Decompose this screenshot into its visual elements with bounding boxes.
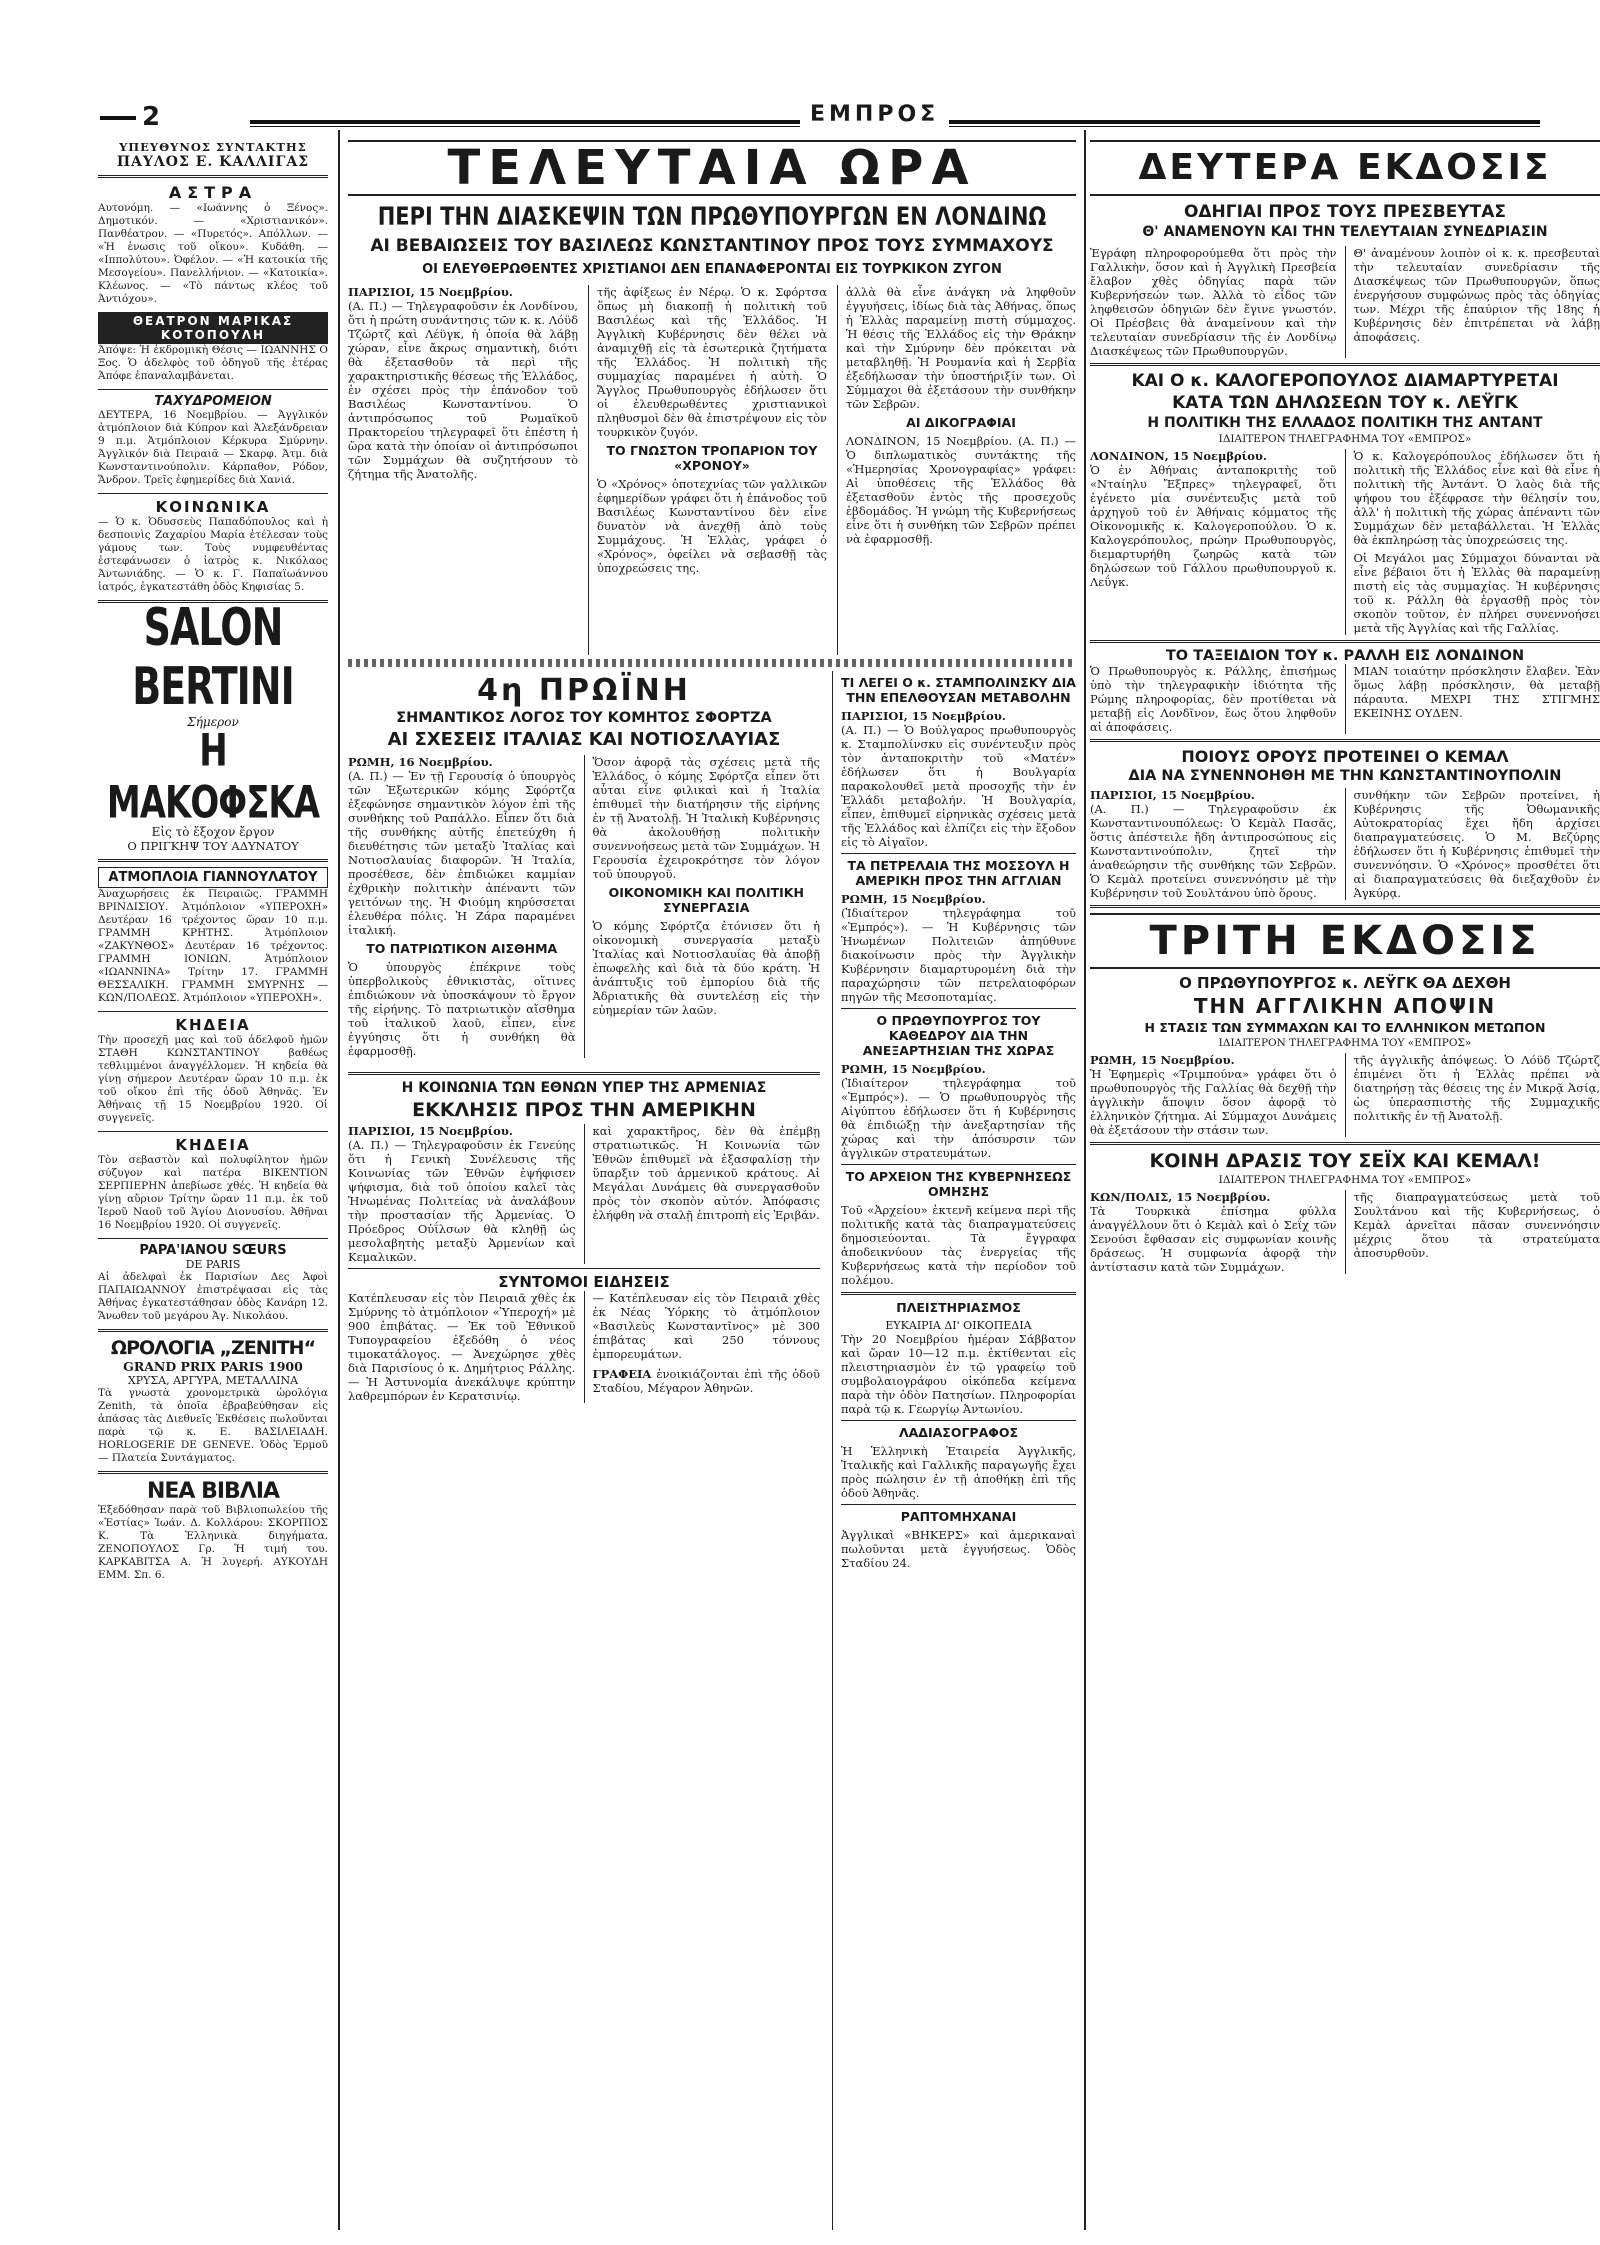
section-heading: PAPA'IANOU SŒURS bbox=[139, 1243, 287, 1258]
dateline: ΠΑΡΙΣΙΟΙ, 15 Νοεμβρίου. bbox=[348, 1124, 513, 1138]
section-text: Αἱ ἀδελφαὶ ἐκ Παρισίων Δες Ἀφοὶ ΠΑΠΑΙΩΑΝΝΟΥ ἐπιστρέψασαι εἰς τὰς Ἀθήνας ἐγκατεστάθησαν ὁδὸς Κανάρη 12. Ἄνωθεν τοῦ μεγάρου Ἀγ. Νικολάου. bbox=[98, 1271, 328, 1322]
masthead bbox=[100, 100, 1600, 136]
story-text: (Α. Π.) — Τηλεγραφοῦσιν ἐκ Γενεύης ὅτι ἡ Γενικὴ Συνέλευσις τῆς Κοινωνίας τῶν Ἐθνῶν ἐψήφισεν ψήφισμα, διὰ τοῦ ὁποίου καλεῖ τὰς Ἡνωμένας Πολιτείας νὰ ἀναλάβουν τὴν προστασίαν τῆς Ἀρμενίας. Ὁ Πρόεδρος Οὐΐλσων θὰ κληθῇ ὡς μεσολαβητὴς μεταξὺ Ἀρμενίων καὶ Κεμαλικῶν. bbox=[348, 1138, 576, 1264]
headline: ΟΙ ΕΛΕΥΘΕΡΩΘΕΝΤΕΣ ΧΡΙΣΤΙΑΝΟΙ ΔΕΝ ΕΠΑΝΑΦΕΡΟΝΤΑΙ ΕΙΣ ΤΟΥΡΚΙΚΟΝ ΖΥΓΟΝ bbox=[422, 262, 1002, 277]
story-text: (Α. Π.) — Ἐν τῇ Γερουσίᾳ ὁ ὑπουργὸς τῶν Ἐξωτερικῶν κόμης Σφόρτζα ἐξεφώνησε σημαντικὸν λόγον ἐπὶ τῆς συνθήκης τοῦ Ραπάλλο. Εἶπεν ὅτι διὰ τῆς συνθήκης αὐτῆς ἐπετεύχθη ἡ διευθέτησις τῶν μεταξὺ Ἰταλίας καὶ Νοτιοσλαυίας διαφορῶν. Ἡ Ἰταλία, προσέθεσε, δὲν ἐπιδιώκει καμμίαν ἐχθρικὴν πολιτικὴν ἀπέναντι τῶν γειτόνων της. Ἡ Φιούμη κηρύσσεται ἐλευθέρα πόλις. Ἡ Ζάρα παραμένει ἰταλική. bbox=[348, 769, 576, 937]
story-text: καὶ χαρακτῆρος, δὲν θὰ ἐπέμβῃ στρατιωτικῶς. Ἡ Κοινωνία τῶν Ἐθνῶν ἐπιθυμεῖ νὰ ἐξασφαλίσῃ τὴν ὕπαρξιν τοῦ ἀρμενικοῦ κράτους. Αἱ Μεγάλαι Δυνάμεις θὰ συνεργασθοῦν πρὸς τὸν σκοπὸν αὐτόν. Ἀπόφασις ἐλήφθη νὰ σταλῇ ἐπιτροπὴ εἰς Ἐριβάν. bbox=[592, 1124, 820, 1222]
story-text: Οἱ Μεγάλοι μας Σύμμαχοι δύνανται νὰ εἶνε βέβαιοι ὅτι ἡ Ἑλλὰς θὰ παραμείνῃ πιστὴ εἰς τὰς συμμαχίας. Ἡ κυβέρνησις τοῦ κ. Ράλλη θὰ ἐργασθῇ πρὸς τὸν σκοπὸν τοῦτον, ἐν πλήρει συνεννοήσει μετὰ τῆς Ἀγγλίας καὶ τῆς Γαλλίας. bbox=[1353, 551, 1600, 635]
main-column bbox=[348, 140, 1076, 2230]
wire-credit: ΙΔΙΑΙΤΕΡΟΝ ΤΗΛΕΓΡΑΦΗΜΑ ΤΟΥ «ΕΜΠΡΟΣ» bbox=[1218, 1174, 1472, 1186]
section-text: Τὴν προσεχῆ μας καὶ τοῦ ἀδελφοῦ ἡμῶν ΣΤΑΘΗ ΚΩΝΣΤΑΝΤΙΝΟΥ βαθέως τεθλιμμένοι ἀναγγέλλομεν. Ἡ κηδεία θὰ γίνῃ σήμερον Δευτέραν ὥραν 10 π.μ. ἐκ τοῦ οἴκου ἐπὶ τῆς ὁδοῦ Ἀθηνᾶς. Ἐν Ἀθήναις τῇ 15 Νοεμβρίου 1920. Οἱ συγγενεῖς. bbox=[98, 1034, 328, 1124]
subheading: ΤΟ ΠΑΤΡΙΩΤΙΚΟΝ ΑΙΣΘΗΜΑ bbox=[366, 941, 558, 956]
section-text: — Ὁ κ. Ὀδυσσεὺς Παπαδόπουλος καὶ ἡ δεσποινὶς Ζαχαρίου Μαρία ἐτέλεσαν τοὺς γάμους των. Τοὺς νυμφευθέντας ἐστεφάνωσεν ὁ ἰατρὸς κ. Νικόλαος Ἀντωνιάδης. — Ὁ κ. Γ. Παπαϊωάννου ἰατρός, ἐγκατεστάθη ὁδὸς Κηφισίας 5. bbox=[98, 516, 328, 593]
column-divider bbox=[1084, 130, 1086, 2230]
dateline: ΠΑΡΙΣΙΟΙ, 15 Νοεμβρίου. bbox=[348, 285, 513, 299]
headline: ΑΙ ΣΧΕΣΕΙΣ ΙΤΑΛΙΑΣ ΚΑΙ ΝΟΤΙΟΣΛΑΥΙΑΣ bbox=[387, 729, 781, 750]
wire-credit: ΙΔΙΑΙΤΕΡΟΝ ΤΗΛΕΓΡΑΦΗΜΑ ΤΟΥ «ΕΜΠΡΟΣ» bbox=[1218, 1037, 1472, 1049]
ad-text: Εἰς τὸ ἔξοχον ἔργον bbox=[151, 825, 275, 839]
dateline: ΡΩΜΗ, 15 Νοεμβρίου. bbox=[1090, 1053, 1235, 1067]
headline: ΤΙ ΛΕΓΕΙ Ο κ. ΣΤΑΜΠΟΛΙΝΣΚΥ ΔΙΑ ΤΗΝ ΕΠΕΛΘΟΥΣΑΝ ΜΕΤΑΒΟΛΗΝ bbox=[841, 675, 1076, 705]
headline: ΤΟ ΑΡΧΕΙΟΝ ΤΗΣ ΚΥΒΕΡΝΗΣΕΩΣ ΟΜΗΣΗΣ bbox=[845, 1169, 1072, 1199]
subheading: ΑΙ ΔΙΚΟΓΡΑΦΙΑΙ bbox=[906, 415, 1016, 430]
ad-heading: ΛΑΔΙΑΣΟΓΡΑΦΟΣ bbox=[898, 1425, 1019, 1440]
ad-film-title: Η ΜΑΚΟΦΣΚΑ bbox=[106, 725, 320, 829]
section-subheading: DE PARIS bbox=[185, 1258, 241, 1271]
left-column bbox=[98, 140, 328, 2230]
headline: ΑΙ ΒΕΒΑΙΩΣΕΙΣ ΤΟΥ ΒΑΣΙΛΕΩΣ ΚΩΝΣΤΑΝΤΙΝΟΥ ΠΡΟΣ ΤΟΥΣ ΣΥΜΜΑΧΟΥΣ bbox=[370, 236, 1054, 256]
story-text: ΛΟΝΔΙΝΟΝ, 15 Νοεμβρίου. (Α. Π.) — Ὁ διπλωματικὸς συντάκτης τῆς «Ἡμερησίας Χρονογραφίας» γράφει: Αἱ ὑποθέσεις τῆς Ἑλλάδος θὰ ἐξετασθοῦν ἐντὸς τῆς προσεχοῦς ἑβδομάδος. Ἡ γνώμη τῆς Κυβερνήσεως εἶνε ὅτι ἡ συνθήκη τῶν Σεβρῶν πρέπει νὰ ἐφαρμοσθῇ. bbox=[846, 434, 1076, 546]
story-text: Ἡ Ἐφημερὶς «Τριμπούνα» γράφει ὅτι ὁ πρωθυπουργὸς τῆς Γαλλίας θὰ δεχθῇ τὴν ἀγγλικὴν ἄποψιν ὅσον ἀφορᾷ τὸ ἑλληνικὸν ζήτημα. Αἱ Σύμμαχοι Δυνάμεις θὰ ἐξετάσουν τὴν στάσιν των. bbox=[1090, 1067, 1337, 1137]
banner-headline: ΤΡΙΤΗ ΕΚΔΟΣΙΣ bbox=[1090, 913, 1600, 969]
story-text: Ὁ Πρωθυπουργὸς κ. Ράλλης, ἐπισήμως ὑπὸ τὴν τηλεγραφικὴν ἰδιότητα τῆς Ρώμης πληροφορίας, δὲν προτίθεται νὰ μεταβῇ εἰς Λονδῖνον, ἔως ὅτου ληφθοῦν αἱ ἀποφάσεις. bbox=[1090, 664, 1337, 734]
story-text: τῆς ἀφίξεως ἐν Νέρῳ. Ὁ κ. Σφόρτσα ὅπως μὴ διακοπῇ ἡ πολιτικὴ τοῦ Βασιλέως καὶ τῆς Ἑλλάδος. Ἡ Ἀγγλικὴ Κυβέρνησις δὲν θέλει νὰ ἀναμιχθῇ εἰς τὰ ἐσωτερικὰ ζητήματα τῆς Ἑλλάδος. Ἡ πολιτικὴ τῆς συμμαχίας παραμένει ἡ αὐτὴ. Ὁ Ἄγγλος Πρωθυπουργὸς ἐδήλωσεν ὅτι οἱ ἐλευθερωθέντες χριστιανικοὶ πληθυσμοὶ δὲν θὰ ἐπιστρέψουν εἰς τὸν τουρκικὸν ζυγόν. bbox=[597, 285, 827, 439]
story-text: ἀλλὰ θὰ εἶνε ἀνάγκη νὰ ληφθοῦν ἐγγυήσεις, ἰδίως διὰ τὰς Ἀθήνας, ὅπως ἡ Ἑλλὰς παραμείνῃ πιστὴ σύμμαχος. Ἡ θέσις τῆς Ἑλλάδος εἰς τὴν Θράκην καὶ τὴν Σμύρνην δὲν πρόκειται νὰ μεταβληθῇ. Ἡ Ρουμανία καὶ ἡ Σερβία ἐξεδήλωσαν τὴν ὑποστήριξίν των. Οἱ Σύμμαχοι θὰ ἐξετάσουν τὴν συνθήκην τῶν Σεβρῶν. bbox=[846, 285, 1076, 411]
ad-text: ΧΡΥΣΑ, ΑΡΓΥΡΑ, ΜΕΤΑΛΛΙΝΑ bbox=[127, 1374, 299, 1387]
banner-headline: ΔΕΥΤΕΡΑ ΕΚΔΟΣΙΣ bbox=[1090, 140, 1600, 196]
section-banner: 4η ΠΡΩΪΝΗ bbox=[477, 673, 691, 708]
right-column bbox=[1090, 140, 1600, 2230]
dateline: ΠΑΡΙΣΙΟΙ, 15 Νοεμβρίου. bbox=[841, 709, 1006, 723]
story-text: (Α. Π.) — Τηλεγραφοῦσιν ἐκ Κωνσταντινουπόλεως: Ὁ Κεμὰλ Πασᾶς, ὅστις ἀπέστειλε ἤδη ἀντιπροσώπους εἰς Κωνσταντινούπολιν, ζητεῖ τὴν ἀναθεώρησιν τῆς συνθήκης τῶν Σεβρῶν. Ὁ Κεμὰλ προτείνει συνεννόησιν μὲ τὴν Κυβέρνησιν τοῦ Σουλτάνου ὑπὸ ὅρους. bbox=[1090, 802, 1337, 900]
column-divider bbox=[338, 130, 340, 2230]
headline: ΠΟΙΟΥΣ ΟΡΟΥΣ ΠΡΟΤΕΙΝΕΙ Ο ΚΕΜΑΛ bbox=[1181, 747, 1509, 766]
section-heading: ΚΗΔΕΙΑ bbox=[175, 1136, 251, 1154]
headline: Ο ΠΡΩΘΥΠΟΥΡΓΟΣ κ. ΛΕΫΓΚ ΘΑ ΔΕΧΘΗ bbox=[1179, 974, 1511, 992]
ad-title: ΩΡΟΛΟΓΙΑ „ZENITH“ bbox=[110, 1337, 316, 1359]
headline: ΚΑΙ Ο κ. ΚΑΛΟΓΕΡΟΠΟΥΛΟΣ ΔΙΑΜΑΡΤΥΡΕΤΑΙ bbox=[1131, 371, 1559, 391]
section-heading: ΑΤΜΟΠΛΟΙΑ ΓΙΑΝΝΟΥΛΑΤΟΥ bbox=[98, 867, 328, 888]
ad-text: ἐνοικιάζονται ἐπὶ τῆς ὁδοῦ Σταδίου, Μέγαρον Ἀθηνῶν. bbox=[592, 1367, 820, 1395]
section-text: Αυτονόμη. — «Ιωάννης ὁ Ξένος». Δημοτικόν. — «Χριστιανικόν». Πανθέατρον. — «Πυρετός». Απόλλων. — «Ἡ ἑνωσις τοῦ οἴκου». Κυδάθη. — «Ιππολύτου». Ὀφέλον. — «Ἡ κατοικία τῆς Μεσογείου». Πανελλήνιον. — «Κατοικία». Κλέωνος. — «Τὸ πάντως κλέος τοῦ Ἀντιόχου». bbox=[98, 202, 328, 305]
ornamental-rule bbox=[348, 659, 1076, 667]
dateline: ΡΩΜΗ, 15 Νοεμβρίου. bbox=[841, 892, 986, 906]
ad-title: SALON BERTINI bbox=[132, 597, 294, 717]
dateline: ΠΑΡΙΣΙΟΙ, 15 Νοεμβρίου. bbox=[1090, 788, 1255, 802]
headline: ΔΙΑ ΝΑ ΣΥΝΕΝΝΟΗΘΗ ΜΕ ΤΗΝ ΚΩΝΣΤΑΝΤΙΝΟΥΠΟΛΙΝ bbox=[1128, 768, 1562, 784]
section-text: Ἐξεδόθησαν παρὰ τοῦ Βιβλιοπωλείου τῆς «Ἑστίας» Ἰωάν. Δ. Κολλάρου: ΣΚΟΡΠΙΟΣ Κ. Τὰ Ἑλληνικὰ διηγήματα. ΖΕΝΟΠΟΥΛΟΣ Γρ. Ἡ τιμή του. ΚΑΡΚΑΒΙΤΣΑ Α. Ἡ λυγερή. ΑΥΚΟΥΔΗ ΕΜΜ. Σπ. 6. bbox=[98, 1504, 328, 1581]
subheading: ΤΟ ΓΝΩΣΤΟΝ ΤΡΟΠΑΡΙΟΝ ΤΟΥ «ΧΡΟΝΟΥ» bbox=[606, 443, 818, 473]
wire-credit: ΙΔΙΑΙΤΕΡΟΝ ΤΗΛΕΓΡΑΦΗΜΑ ΤΟΥ «ΕΜΠΡΟΣ» bbox=[1218, 433, 1472, 445]
headline: ΣΗΜΑΝΤΙΚΟΣ ΛΟΓΟΣ ΤΟΥ ΚΟΜΗΤΟΣ ΣΦΟΡΤΖΑ bbox=[396, 710, 772, 726]
ad-salon-bertini bbox=[98, 597, 328, 853]
subheading: ΟΙΚΟΝΟΜΙΚΗ ΚΑΙ ΠΟΛΙΤΙΚΗ ΣΥΝΕΡΓΑΣΙΑ bbox=[608, 885, 804, 915]
section-text: Τὰ γνωστὰ χρονομετρικὰ ὡρολόγια Zenith, τὰ ὁποῖα ἐβραβεύθησαν εἰς ἁπάσας τὰς Διεθνεῖς Ἐκθέσεις πωλοῦνται παρὰ τῷ κ. Ε. ΒΑΣΙΛΕΙΑΔΗ. HORLOGERIE DE GENEVE. Ὁδὸς Ἑρμοῦ — Πλατεία Συντάγματος. bbox=[98, 1387, 328, 1464]
headline: ΤΑ ΠΕΤΡΕΛΑΙΑ ΤΗΣ ΜΟΣΣΟΥΛ Η ΑΜΕΡΙΚΗ ΠΡΟΣ ΤΗΝ ΑΓΓΛΙΑΝ bbox=[847, 858, 1070, 888]
story-text: (Α. Π.) — Τηλεγραφοῦσιν ἐκ Λονδίνου, ὅτι ἡ πρώτη συνάντησις τῶν κ. κ. Λόϋδ Τζώρτζ καὶ Λέϋγκ, ἡ ὁποία θὰ λάβῃ χώραν, εἶνε ἄκρως σημαντικὴ, διότι θὰ ἐξετασθοῦν τὰ περὶ τῆς χαρακτηριστικῆς θέσεως τῆς Ἑλλάδος, ἐν σχέσει πρὸς τὴν ἐπάνοδον τοῦ Βασιλέως Κωνσταντίνου. Ὁ ἀντιπρόσωπος τοῦ Ρωμαϊκοῦ Πρακτορείου τηλεγραφεῖ ὅτι ἐπέστη ἡ ὥρα κατὰ τὴν ὁποίαν οἱ ἀντιπρόσωποι τῶν Συμμάχων θὰ συζητήσουν τὸ ζήτημα τῆς Ἀνατολῆς. bbox=[348, 299, 578, 481]
story-text: Ὁ «Χρόνος» ὁποτεχνίας τῶν γαλλικῶν ἐφημερίδων γράφει ὅτι ἡ ἐπάνοδος τοῦ Βασιλέως Κωνσταντίνου δὲν εἶνε δυνατὸν νὰ ἀνεχθῇ ἀπὸ τοὺς Συμμάχους. Ἡ Ἑλλὰς, γράφει ὁ «Χρόνος», ὀφείλει νὰ σεβασθῇ τὰς ὑποχρεώσεις της. bbox=[597, 477, 827, 575]
dateline: ΡΩΜΗ, 16 Νοεμβρίου. bbox=[348, 755, 493, 769]
story-text: (Ἰδιαίτερον τηλεγράφημα τοῦ «Ἐμπρός»). — Ἡ Κυβέρνησις τῶν Ἡνωμένων Πολιτειῶν ἀπηύθυνε διακοίνωσιν πρὸς τὴν Ἀγγλικὴν Κυβέρνησιν διαμαρτυρομένη διὰ τὴν παραχώρησιν τῶν πετρελαιοφόρων πηγῶν τῆς Μεσοποταμίας. bbox=[841, 906, 1076, 1004]
dateline: ΛΟΝΔΙΝΟΝ, 15 Νοεμβρίου. bbox=[1090, 449, 1267, 463]
story-text: Ὁ ἐν Ἀθήναις ἀνταποκριτὴς τοῦ «Νταίηλυ Ἔξπρες» τηλεγραφεῖ, ὅτι ἐγένετο μία συνέντευξις μετὰ τοῦ ἀρχηγοῦ τοῦ ἐν Ἀθήναις κόμματος τῆς Οἰκονομικῆς κ. Καλογεροπούλου. Ὁ κ. Καλογερόπουλος, πρώην Πρωθυπουργὸς, διεμαρτυρήθη ζωηρῶς κατὰ τῶν δηλώσεων τοῦ Γάλλου πρωθυπουργοῦ κ. Λεΰγκ. bbox=[1090, 463, 1337, 589]
headline: Η ΣΤΑΣΙΣ ΤΩΝ ΣΥΜΜΑΧΩΝ ΚΑΙ ΤΟ ΕΛΛΗΝΙΚΟΝ ΜΕΤΩΠΟΝ bbox=[1144, 1020, 1546, 1035]
headline: ΕΚΚΛΗΣΙΣ ΠΡΟΣ ΤΗΝ ΑΜΕΡΙΚΗΝ bbox=[412, 1099, 756, 1121]
headline: ΟΔΗΓΙΑΙ ΠΡΟΣ ΤΟΥΣ ΠΡΕΣΒΕΥΤΑΣ bbox=[1183, 202, 1507, 222]
editor-label: ΥΠΕΥΘΥΝΟΣ ΣΥΝΤΑΚΤΗΣ bbox=[119, 140, 307, 154]
story-text: τῆς ἀγγλικῆς ἀπόψεως. Ὁ Λόϋδ Τζώρτζ ἐπιμένει ὅτι ἡ Ἑλλὰς πρέπει νὰ διατηρήσῃ τὰς θέσεις της ἐν Μικρᾷ Ἀσίᾳ, ὡς ὑπερασπιστὴς τῆς Συμμαχικῆς πολιτικῆς ἐν τῇ Ἀνατολῇ. bbox=[1345, 1053, 1600, 1137]
editor-name: ΠΑΥΛΟΣ Ε. ΚΑΛΛΙΓΑΣ bbox=[116, 154, 310, 170]
banner-headline: ΤΕΛΕΥΤΑΙΑ ΩΡΑ bbox=[348, 140, 1076, 196]
ad-text: Σήμερον bbox=[187, 715, 239, 729]
ad-text: Ο ΠΡΙΓΚΗΨ ΤΟΥ ΑΔΥΝΑΤΟΥ bbox=[127, 839, 299, 853]
story-text: Θ' ἀναμένουν λοιπὸν οἱ κ. κ. πρεσβευταὶ τὴν τελευταίαν συνεδρίασιν τῆς Διασκέψεως τῶν Πρωθυπουργῶν, ὅπως ἐνεργήσουν συμφώνως πρὸς τὰς ὁδηγίας των. Μέχρι τῆς ἐπαύριον τῆς 18ης ἡ Κυβέρνησις δὲν ἐπιτρέπεται νὰ λάβῃ ἀποφάσεις. bbox=[1345, 246, 1600, 358]
headline: ΠΕΡΙ ΤΗΝ ΔΙΑΣΚΕΨΙΝ ΤΩΝ ΠΡΩΘΥΠΟΥΡΓΩΝ ΕΝ ΛΟΝΔΙΝΩ bbox=[377, 201, 1047, 231]
section-heading: ΤΑΧΥΔΡΟΜΕΙΟΝ bbox=[154, 394, 272, 409]
ad-heading: ΠΛΕΙΣΤΗΡΙΑΣΜΟΣ bbox=[896, 1300, 1021, 1315]
section-text: Τὸν σεβαστὸν καὶ πολυφίλητον ἡμῶν σύζυγον καὶ πατέρα ΒΙΚΕΝΤΙΟΝ ΣΕΡΠΙΕΡΗΝ ἀπεβίωσε χθές. Ἡ κηδεία θὰ γίνῃ αὔριον Τρίτην ὥραν 11 π.μ. ἐκ τοῦ Ἱεροῦ Ναοῦ τοῦ Ἁγίου Διονυσίου. Ἀθῆναι 16 Νοεμβρίου 1920. Οἱ συγγενεῖς. bbox=[98, 1154, 328, 1231]
headline: ΣΥΝΤΟΜΟΙ ΕΙΔΗΣΕΙΣ bbox=[498, 1273, 670, 1291]
story-columns bbox=[348, 285, 1076, 655]
story-text: συνθήκην τῶν Σεβρῶν προτείνει, ἡ Κυβέρνησις τῆς Ὀθωμανικῆς Αὐτοκρατορίας ἔχει ἤδη ἀρχίσει διαπραγματεύσεις. Ὁ Μ. Βεζύρης ἐδήλωσεν ὅτι ἡ Κυβέρνησις ἐπιθυμεῖ τὴν συνεννόησιν. Ὁ «Χρόνος» προσθέτει ὅτι αἱ διαπραγματεύσεις θὰ διεξαχθοῦν ἐν Ἀγκύρᾳ. bbox=[1345, 788, 1600, 900]
ad-heading: ΓΡΑΦΕΙΑ bbox=[592, 1367, 652, 1381]
story-text: Ἐγράφη πληροφορούμεθα ὅτι πρὸς τὴν Γαλλικὴν, ὅσον καὶ ἡ Ἀγγλικὴ Πρεσβεία ἔλαβον χθὲς ὁδηγίας παρὰ τῶν Κυβερνήσεών των. Ἀλλὰ τὸ εἶδος τῶν ληφθεισῶν ὁδηγιῶν δὲν ἔγινε γνωστόν. Οἱ Πρέσβεις θὰ ἀναμείνουν καὶ τὴν τελευταίαν συνεδρίασιν τῆς ἐν Λονδίνῳ Διασκέψεως τῶν Πρωθυπουργῶν. bbox=[1090, 246, 1337, 358]
headline: Η ΠΟΛΙΤΙΚΗ ΤΗΣ ΕΛΛΑΔΟΣ ΠΟΛΙΤΙΚΗ ΤΗΣ ΑΝΤΑΝΤ bbox=[1147, 415, 1543, 431]
headline: ΚΑΤΑ ΤΩΝ ΔΗΛΩΣΕΩΝ ΤΟΥ κ. ΛΕΫΓΚ bbox=[1172, 393, 1518, 413]
story-text: Ὅσον ἀφορᾷ τὰς σχέσεις μετὰ τῆς Ἑλλάδος, ὁ κόμης Σφόρτζα εἶπεν ὅτι αὗται εἶνε φιλικαὶ καὶ ἡ Ἰταλία ἐπιθυμεῖ τὴν διατήρησιν τῆς εἰρήνης ἐν τῇ Ἀνατολῇ. Ἡ Ἰταλικὴ Κυβέρνησις θὰ ἀκολουθήσῃ πολιτικὴν συνεννοήσεως μετὰ τῶν Συμμάχων. Ἡ Γερουσία ἐχειροκρότησε τὸν λόγον τοῦ ὑπουργοῦ. bbox=[592, 755, 820, 881]
section-text: ΔΕΥΤΕΡΑ, 16 Νοεμβρίου. — Ἀγγλικόν ἀτμόπλοιον διὰ Κύπρον καὶ Ἀλεξάνδρειαν 9 π.μ. Ἀτμόπλοιον Κέρκυρα Σμύρνην. Ἀγγλικόν διὰ Πειραιᾶ — Σκαρφ. Ἀτμ. διὰ Κωνσταντινούπολιν. Κάρπαθον, Ρόδον, Ἄνδρον. Τρεῖς ἐφημερίδες διὰ Χανιά. bbox=[98, 409, 328, 486]
section-heading: ΚΗΔΕΙΑ bbox=[175, 1016, 251, 1034]
masthead-title: ΕΜΠΡΟΣ bbox=[800, 102, 949, 127]
story-text: Τοῦ «Ἀρχείου» ἐκτενῆ κείμενα περὶ τῆς πολιτικῆς κατὰ τὰς διαπραγματεύσεις δημοσιεύονται. Τὰ ἔγγραφα ἀποδεικνύουν τὰς ἐνεργείας τῆς Κυβερνήσεως κατὰ τὴν περίοδον τοῦ πολέμου. bbox=[841, 1203, 1076, 1287]
ad-text: GRAND PRIX PARIS 1900 bbox=[123, 1359, 303, 1374]
story-text: Κατέπλευσαν εἰς τὸν Πειραιᾶ χθὲς ἐκ Σμύρνης τὸ ἀτμόπλοιον «Ὑπεροχή» μὲ 900 ἐπιβάτας. — Ἐκ τοῦ Ἐθνικοῦ Τυπογραφείου ἐξεδόθη ὁ νέος τιμοκατάλογος. — Ἀνεχώρησε χθὲς διὰ Παρισίους ὁ κ. Δημήτριος Ράλλης. — Ἡ Ἀστυνομία ἀνεκάλυψε κρύπτην λαθρεμπόρων ἐν Κερατσινίῳ. bbox=[348, 1291, 576, 1403]
story-text: ΜΙΑΝ τοιαύτην πρόσκλησιν ἔλαβεν. Ἐὰν ὅμως λάβῃ πρόσκλησιν, θὰ μεταβῇ πάραυτα. ΜΕΧΡΙ ΤΗΣ ΣΤΙΓΜΗΣ ΕΚΕΙΝΗΣ ΟΥΔΕΝ. bbox=[1345, 664, 1600, 734]
headline: ΚΟΙΝΗ ΔΡΑΣΙΣ ΤΟΥ ΣΕΪΧ ΚΑΙ ΚΕΜΑΛ! bbox=[1149, 1150, 1541, 1172]
headline: Η ΚΟΙΝΩΝΙΑ ΤΩΝ ΕΘΝΩΝ ΥΠΕΡ ΤΗΣ ΑΡΜΕΝΙΑΣ bbox=[401, 1080, 767, 1096]
story-text: Τὰ Τουρκικὰ ἐπίσημα φύλλα ἀναγγέλλουν ὅτι ὁ Κεμὰλ καὶ ὁ Σεΐχ τῶν Σενούσι ἔφθασαν εἰς συμφωνίαν κοινῆς δράσεως. Ἡ συμφωνία ἀφορᾷ τὴν ἀντίστασιν κατὰ τῶν Συμμάχων. bbox=[1090, 1204, 1337, 1274]
story-text: τῆς διαπραγματεύσεως μετὰ τοῦ Σουλτάνου καὶ τῆς Κυβερνήσεως, ὁ Κεμὰλ ἀρνεῖται πᾶσαν συνεννόησιν μέχρις ὅτου τὰ στρατεύματα ἀποσυρθοῦν. bbox=[1345, 1190, 1600, 1274]
section-text: Ἀπόψε: Ἡ ἐκδρομικὴ Θέσις — ΙΩΑΝΝΗΣ Ο Ξος. Ὁ ἀδελφὸς τοῦ ὁδηγοῦ τῆς ἑτέρας Ἀπόφε ἐπαναλαμβάνεται. bbox=[98, 344, 328, 382]
page-number: 2 bbox=[100, 102, 160, 132]
section-text: Ἀναχωρήσεις ἐκ Πειραιῶς. ΓΡΑΜΜΗ ΒΡΙΝΔΙΣΙΟΥ. Ἀτμόπλοιον «ΥΠΕΡΟΧΗ» Δευτέραν 16 τρέχοντος ὥραν 10 π.μ. ΓΡΑΜΜΗ ΚΡΗΤΗΣ. Ἀτμόπλοιον «ΖΑΚΥΝΘΟΣ» Δευτέραν 16 τρέχοντος. ΓΡΑΜΜΗ ΙΟΝΙΩΝ. Ἀτμόπλοιον «ΙΩΑΝΝΙΝΑ» Τρίτην 17. ΓΡΑΜΜΗ ΘΕΣΣΑΛΙΚΗ. ΓΡΑΜΜΗ ΣΜΥΡΝΗΣ — ΚΩΝ/ΠΟΛΕΩΣ. Ἀτμόπλοιον «ΥΠΕΡΟΧΗ». bbox=[98, 888, 328, 1004]
story-text: (Ἰδιαίτερον τηλεγράφημα τοῦ «Ἐμπρός»). — Ὁ πρωθυπουργὸς τῆς Αἰγύπτου ἐδήλωσεν ὅτι ἡ Κυβέρνησις θὰ ἐπιδιώξῃ τὴν ἀνεξαρτησίαν τῆς χώρας καὶ τὴν ἀπόσυρσιν τῶν ἀγγλικῶν στρατευμάτων. bbox=[841, 1076, 1076, 1160]
ad-text: Τὴν 20 Νοεμβρίου ἡμέραν Σάββατον καὶ ὥραν 10—12 π.μ. ἐκτίθενται εἰς πλειστηριασμὸν ἐν τῷ γραφείῳ τοῦ συμβολαιογράφου οἰκόπεδα κείμενα παρὰ τὴν ὁδὸν Πατησίων. Πληροφορίαι παρὰ τῷ κ. Γεωργίῳ Ἀντωνίου. bbox=[841, 1332, 1076, 1416]
ad-heading: ΡΑΠΤΟΜΗΧΑΝΑΙ bbox=[900, 1509, 1017, 1524]
headline: Θ' ΑΝΑΜΕΝΟΥΝ ΚΑΙ ΤΗΝ ΤΕΛΕΥΤΑΙΑΝ ΣΥΝΕΔΡΙΑΣΙΝ bbox=[1142, 224, 1548, 240]
section-heading: ΝΕΑ ΒΙΒΛΙΑ bbox=[146, 1479, 280, 1504]
story-text: Ὁ κόμης Σφόρτζα ἐτόνισεν ὅτι ἡ οἰκονομικὴ συνεργασία μεταξὺ Ἰταλίας καὶ Νοτιοσλαυίας θὰ ἀποβῇ ἐπωφελὴς καὶ διὰ τὰ δύο κράτη. Ἡ ἀνάπτυξις τοῦ ἐμπορίου διὰ τῆς Ἀδριατικῆς θὰ συντελέσῃ εἰς τὴν εὐημερίαν τῶν λαῶν. bbox=[592, 919, 820, 1017]
story-text: Ὁ κ. Καλογερόπουλος ἐδήλωσεν ὅτι ἡ πολιτικὴ τῆς Ἑλλάδος εἶνε καὶ θὰ εἶνε ἡ πολιτικὴ τῆς Ἀντάντ. Ὁ λαὸς διὰ τῆς ψήφου του ἐξέφρασε τὴν θέλησίν του, ἀλλ' ἡ πολιτικὴ τῆς χώρας ἀπέναντι τῶν Συμμάχων δὲν μεταβάλλεται. Ἡ Ἑλλὰς θὰ ἐκπληρώσῃ τὰς ὑποχρεώσεις της. bbox=[1353, 449, 1600, 547]
ad-text: Ἀγγλικαὶ «ΒΗΚΕΡΣ» καὶ ἀμερικαναὶ πωλοῦνται μετὰ ἐγγυήσεως. Ὁδὸς Σταδίου 24. bbox=[841, 1528, 1076, 1570]
ad-subheading: ΕΥΚΑΙΡΙΑ ΔΙ' ΟΙΚΟΠΕΔΙΑ bbox=[885, 1319, 1032, 1332]
story-text: Ὁ ὑπουργὸς ἐπέκρινε τοὺς ὑπερβολικοὺς ἐθνικιστὰς, οἵτινες ἐπιδιώκουν νὰ ὑποσκάψουν τὸ ἔργον τῆς εἰρήνης. Τὸ πατριωτικὸν αἴσθημα τοῦ ἰταλικοῦ λαοῦ, εἶπεν, εἶνε ἐγγύησις ὅτι ἡ συνθήκη θὰ ἐφαρμοσθῇ. bbox=[348, 960, 576, 1058]
dateline: ΡΩΜΗ, 15 Νοεμβρίου. bbox=[841, 1062, 986, 1076]
section-heading: ΘΕΑΤΡΟΝ ΜΑΡΙΚΑΣ ΚΟΤΟΠΟΥΛΗ bbox=[98, 312, 328, 344]
section-heading: ΚΟΙΝΩΝΙΚΑ bbox=[155, 498, 271, 516]
headline: Ο ΠΡΩΘΥΠΟΥΡΓΟΣ ΤΟΥ ΚΑΘΕΔΡΟΥ ΔΙΑ ΤΗΝ ΑΝΕΞΑΡΤΗΣΙΑΝ ΤΗΣ ΧΩΡΑΣ bbox=[862, 1013, 1055, 1058]
dateline: ΚΩΝ/ΠΟΛΙΣ, 15 Νοεμβρίου. bbox=[1090, 1190, 1271, 1204]
headline: ΤΟ ΤΑΞΕΙΔΙΟΝ ΤΟΥ κ. ΡΑΛΛΗ ΕΙΣ ΛΟΝΔΙΝΟΝ bbox=[1165, 648, 1525, 664]
lower-section bbox=[348, 671, 1076, 2230]
story-text: — Κατέπλευσαν εἰς τὸν Πειραιᾶ χθὲς ἐκ Νέας Ὑόρκης τὸ ἀτμόπλοιον «Βασιλεὺς Κωνσταντῖνος» μὲ 300 ἐπιβάτας καὶ 250 τόννους ἐμπορευμάτων. bbox=[592, 1291, 820, 1361]
ad-text: Ἡ Ἑλληνικὴ Ἑταιρεία Ἀγγλικῆς, Ἰταλικῆς καὶ Γαλλικῆς παραγωγῆς ἔχει πρὸς πώλησιν ἐν τῇ ἀποθήκῃ ἐπὶ τῆς ὁδοῦ Ἀθηνᾶς. bbox=[841, 1444, 1076, 1500]
headline: ΤΗΝ ΑΓΓΛΙΚΗΝ ΑΠΟΨΙΝ bbox=[1193, 994, 1497, 1018]
section-heading: ΑΣΤΡΑ bbox=[168, 183, 258, 202]
story-text: (Α. Π.) — Ὁ Βούλγαρος πρωθυπουργὸς κ. Σταμπολίνσκυ εἰς συνέντευξιν πρὸς τὸν ἀνταποκριτὴν τοῦ «Ματέν» ἐδήλωσεν ὅτι ἡ Βουλγαρία παρακολουθεῖ μετὰ προσοχῆς τὴν ἐν Ἑλλάδι μεταβολήν. Ἡ Βουλγαρία, εἶπεν, ἐπιθυμεῖ εἰρηνικὰς σχέσεις μετὰ τῆς Ἑλλάδος καὶ ἐλπίζει εἰς τὴν ἔξοδον εἰς τὸ Αἰγαῖον. bbox=[841, 723, 1076, 849]
